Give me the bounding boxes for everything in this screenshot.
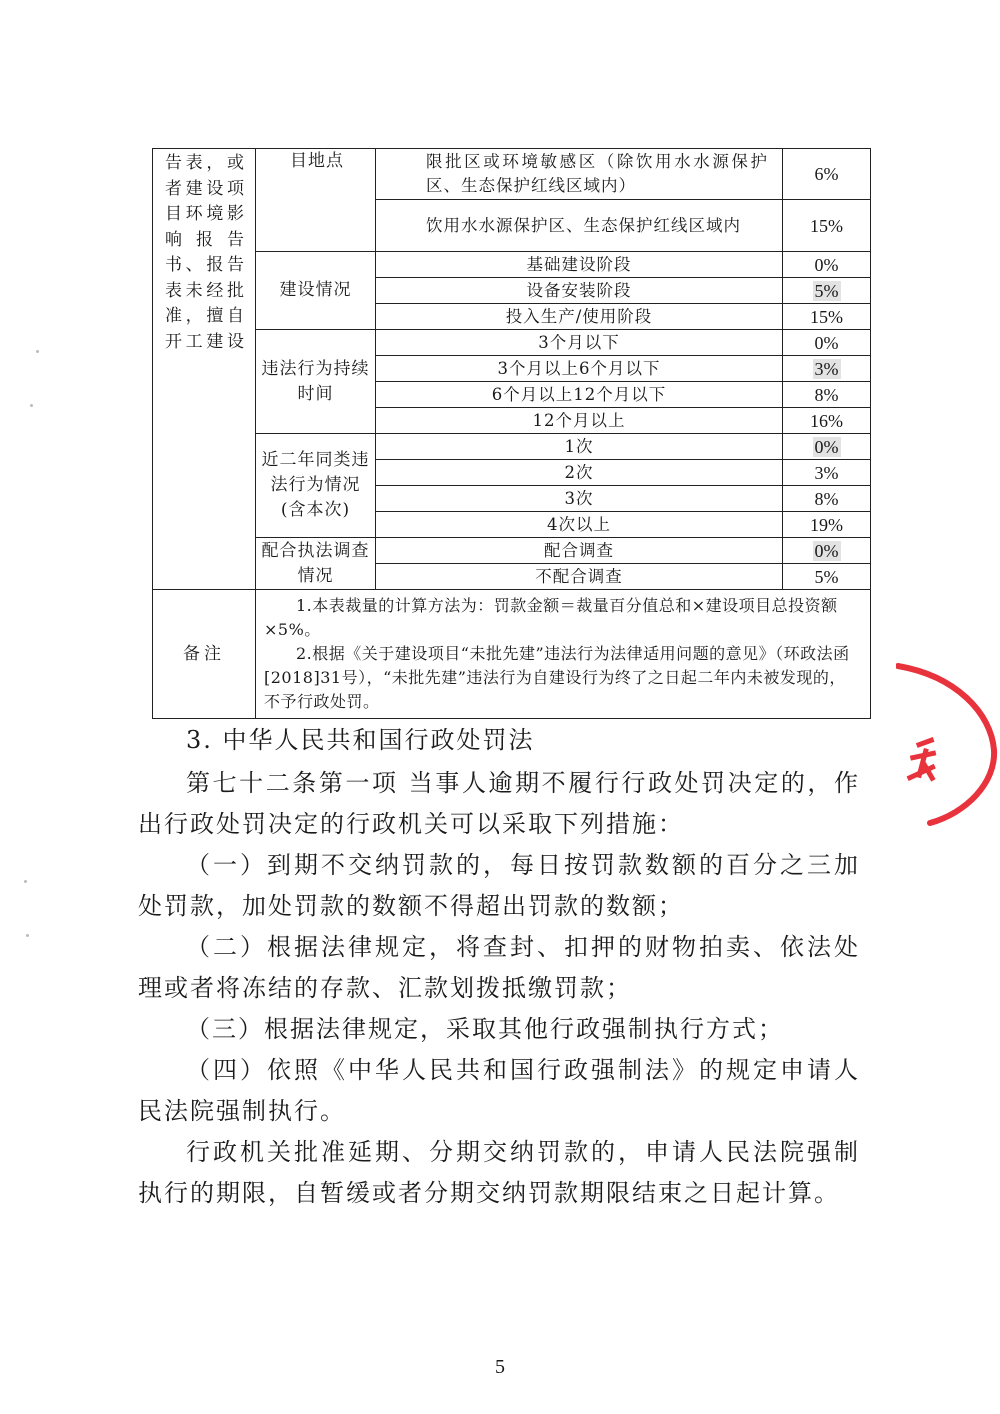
factor-description-cell: 12个月以上 (376, 408, 783, 434)
paragraph: （四）依照《中华人民共和国行政强制法》的规定申请人民法院强制执行。 (138, 1056, 860, 1125)
factor-description-cell: 3个月以上6个月以下 (376, 356, 783, 382)
percentage-value: 5% (814, 566, 839, 587)
factor-description-cell: 6个月以上12个月以下 (376, 382, 783, 408)
table-row (153, 252, 871, 278)
percentage-value: 6% (814, 164, 839, 184)
percentage-value: 8% (814, 488, 839, 509)
percentage-value: 5% (814, 280, 839, 301)
factor-label-cell: 近二年同类违法行为情况(含本次) (256, 434, 376, 538)
factor-description-cell: 基础建设阶段 (376, 252, 783, 278)
percentage-cell (783, 356, 871, 382)
percentage-cell (783, 564, 871, 590)
percentage-cell (783, 512, 871, 538)
table-row (153, 330, 871, 356)
percentage-cell (783, 538, 871, 564)
percentage-value: 15% (810, 306, 843, 327)
body-text (138, 720, 860, 1214)
scan-speck (26, 934, 29, 937)
factor-description-cell: 4次以上 (376, 512, 783, 538)
section-heading: 3. 中华人民共和国行政处罚法 (186, 726, 535, 754)
factor-label-cell: 建设情况 (256, 252, 376, 330)
scan-speck (36, 350, 39, 353)
factor-description-cell: 2次 (376, 460, 783, 486)
factor-label-cell: 配合执法调查情况 (256, 538, 376, 590)
percentage-cell (783, 304, 871, 330)
table-row (153, 538, 871, 564)
percentage-value: 0% (814, 254, 839, 275)
percentage-cell (783, 382, 871, 408)
percentage-cell (783, 278, 871, 304)
notes-content (256, 590, 871, 719)
discretion-table (152, 148, 871, 719)
percentage-cell (783, 408, 871, 434)
percentage-value: 15% (810, 215, 843, 236)
percentage-value: 3% (814, 462, 839, 483)
notes-label: 备注 (153, 590, 256, 719)
percentage-cell (783, 200, 871, 252)
table-row (153, 149, 871, 200)
percentage-value: 16% (810, 410, 843, 431)
percentage-value: 8% (814, 384, 839, 405)
factor-description-cell: 限批区或环境敏感区（除饮用水水源保护区、生态保护红线区域内） (376, 149, 783, 200)
percentage-cell (783, 460, 871, 486)
note-item: 2.根据《关于建设项目“未批先建”违法行为法律适用问题的意见》（环政法函[2018]31号），“未批先建”违法行为自建设行为终了之日起二年内未被发现的，不予行政处罚。 (264, 644, 850, 711)
percentage-cell (783, 149, 871, 200)
percentage-value: 0% (814, 332, 839, 353)
factor-description-cell: 设备安装阶段 (376, 278, 783, 304)
percentage-value: 0% (814, 436, 839, 457)
paragraph: 第七十二条第一项 当事人逾期不履行行政处罚决定的，作出行政处罚决定的行政机关可以采取下列措施： (138, 769, 860, 838)
red-seal-fragment (896, 658, 1000, 828)
percentage-cell (783, 330, 871, 356)
notes-row (153, 590, 871, 719)
paragraph: 行政机关批准延期、分期交纳罚款的，申请人民法院强制执行的期限，自暂缓或者分期交纳罚款期限结束之日起计算。 (138, 1138, 860, 1207)
paragraph: （一）到期不交纳罚款的，每日按罚款数额的百分之三加处罚款，加处罚款的数额不得超出罚款的数额； (138, 851, 860, 920)
scan-speck (24, 880, 27, 883)
factor-description-cell: 饮用水水源保护区、生态保护红线区域内 (376, 200, 783, 252)
violation-type-cell: 告表，或者建设项目环境影响报告书、报告表未经批准，擅自开工建设 (153, 149, 256, 590)
percentage-value: 0% (814, 540, 839, 561)
factor-label-cell: 违法行为持续时间 (256, 330, 376, 434)
note-item: 1.本表裁量的计算方法为：罚款金额＝裁量百分值总和×建设项目总投资额×5%。 (264, 596, 838, 639)
factor-description-cell: 1次 (376, 434, 783, 460)
scan-speck (30, 404, 33, 407)
percentage-cell (783, 252, 871, 278)
factor-description-cell: 3次 (376, 486, 783, 512)
factor-description-cell: 3个月以下 (376, 330, 783, 356)
percentage-value: 3% (814, 358, 839, 379)
percentage-cell (783, 434, 871, 460)
factor-description-cell: 配合调查 (376, 538, 783, 564)
paragraph: （三）根据法律规定，采取其他行政强制执行方式； (186, 1015, 784, 1043)
table-row (153, 434, 871, 460)
factor-description-cell: 不配合调查 (376, 564, 783, 590)
paragraph: （二）根据法律规定，将查封、扣押的财物拍卖、依法处理或者将冻结的存款、汇款划拨抵缴罚款； (138, 933, 860, 1002)
percentage-value: 19% (810, 514, 843, 535)
factor-label-cell: 目地点 (256, 149, 376, 252)
percentage-cell (783, 486, 871, 512)
factor-description-cell: 投入生产/使用阶段 (376, 304, 783, 330)
page-number: 5 (495, 1356, 505, 1378)
